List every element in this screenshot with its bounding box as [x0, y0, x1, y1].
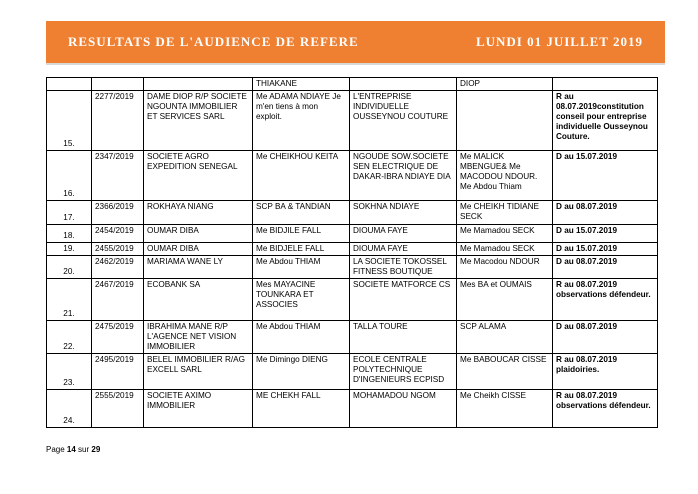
table-row — [47, 321, 658, 354]
case-number: 2277/2019 — [92, 91, 144, 151]
current-page: 14 — [66, 445, 76, 454]
footer-middle: sur — [75, 445, 92, 454]
row-number: 17. — [47, 201, 92, 225]
hearing-date: LUNDI 01 JUILLET 2019 — [475, 34, 643, 49]
plaintiff-lawyer: ME CHEKH FALL — [253, 390, 350, 428]
defendant: DIOUMA FAYE — [350, 243, 457, 256]
row-number: 23. — [47, 354, 92, 390]
page-title: RESULTATS DE L'AUDIENCE DE REFERE — [68, 34, 359, 49]
row-number: 21. — [47, 279, 92, 321]
decision: R au 08.07.2019 observations défendeur. — [553, 279, 658, 321]
defendant-lawyer: Me Mamadou SECK — [457, 243, 553, 256]
row-number: 18. — [47, 225, 92, 243]
plaintiff-lawyer: Me BIDJILE FALL — [253, 225, 350, 243]
defendant-lawyer: Me Macodou NDOUR — [457, 256, 553, 279]
cell — [47, 78, 92, 91]
header-banner — [46, 21, 665, 63]
plaintiff: OUMAR DIBA — [144, 225, 253, 243]
defendant: L'ENTREPRISE INDIVIDUELLE OUSSEYNOU COUTURE — [350, 91, 457, 151]
cell: DIOP — [457, 78, 553, 91]
plaintiff: BELEL IMMOBILIER R/AG EXCELL SARL — [144, 354, 253, 390]
row-number: 24. — [47, 390, 92, 428]
case-number: 2555/2019 — [92, 390, 144, 428]
decision: D au 15.07.2019 — [553, 151, 658, 201]
table-row — [47, 279, 658, 321]
case-number: 2475/2019 — [92, 321, 144, 354]
defendant: ECOLE CENTRALE POLYTECHNIQUE D'INGENIEURS ECPISD — [350, 354, 457, 390]
plaintiff-lawyer: Me ADAMA NDIAYE Je m'en tiens à mon exploit. — [253, 91, 350, 151]
defendant-lawyer — [457, 91, 553, 151]
table-row — [47, 243, 658, 256]
case-number: 2347/2019 — [92, 151, 144, 201]
case-number: 2454/2019 — [92, 225, 144, 243]
decision: R au 08.07.2019 plaidoiries. — [553, 354, 658, 390]
cell: THIAKANE — [253, 78, 350, 91]
decision: D au 15.07.2019 — [553, 225, 658, 243]
defendant-lawyer: Mes BA et OUMAIS — [457, 279, 553, 321]
decision: D au 08.07.2019 — [553, 321, 658, 354]
row-number: 15. — [47, 91, 92, 151]
cell — [144, 78, 253, 91]
defendant-lawyer: Me Mamadou SECK — [457, 225, 553, 243]
cell — [92, 78, 144, 91]
plaintiff-lawyer: Me Abdou THIAM — [253, 256, 350, 279]
table-row — [47, 225, 658, 243]
defendant: SOKHNA NDIAYE — [350, 201, 457, 225]
defendant-lawyer: Me Cheikh CISSE — [457, 390, 553, 428]
row-number: 20. — [47, 256, 92, 279]
defendant-lawyer: SCP ALAMA — [457, 321, 553, 354]
defendant-lawyer: Me MALICK MBENGUE& Me MACODOU NDOUR. Me Abdou Thiam — [457, 151, 553, 201]
decision: D au 08.07.2019 — [553, 256, 658, 279]
defendant: DIOUMA FAYE — [350, 225, 457, 243]
plaintiff-lawyer: Me Abdou THIAM — [253, 321, 350, 354]
case-number: 2366/2019 — [92, 201, 144, 225]
plaintiff: OUMAR DIBA — [144, 243, 253, 256]
cell — [553, 78, 658, 91]
plaintiff: ECOBANK SA — [144, 279, 253, 321]
results-table — [46, 77, 658, 428]
plaintiff: MARIAMA WANE LY — [144, 256, 253, 279]
table-row — [47, 201, 658, 225]
page-footer — [46, 445, 100, 454]
plaintiff: SOCIETE AXIMO IMMOBILIER — [144, 390, 253, 428]
plaintiff-lawyer: Me BIDJELE FALL — [253, 243, 350, 256]
table-row — [47, 91, 658, 151]
defendant: LA SOCIETE TOKOSSEL FITNESS BOUTIQUE — [350, 256, 457, 279]
defendant: TALLA TOURE — [350, 321, 457, 354]
row-number: 22. — [47, 321, 92, 354]
defendant: NGOUDE SOW.SOCIETE SEN ELECTRIQUE DE DAKAR-IBRA NDIAYE DIA — [350, 151, 457, 201]
table-row — [47, 256, 658, 279]
defendant: MOHAMADOU NGOM — [350, 390, 457, 428]
defendant: SOCIETE MATFORCE CS — [350, 279, 457, 321]
plaintiff: IBRAHIMA MANE R/P L'AGENCE NET VISION IMMOBILIER — [144, 321, 253, 354]
decision: R au 08.07.2019constitution conseil pour entreprise individuelle Ousseynou Couture. — [553, 91, 658, 151]
case-number: 2455/2019 — [92, 243, 144, 256]
plaintiff: SOCIETE AGRO EXPEDITION SENEGAL — [144, 151, 253, 201]
defendant-lawyer: Me BABOUCAR CISSE — [457, 354, 553, 390]
total-pages: 29 — [91, 445, 101, 454]
table-row — [47, 390, 658, 428]
plaintiff: ROKHAYA NIANG — [144, 201, 253, 225]
plaintiff-lawyer: Me CHEIKHOU KEITA — [253, 151, 350, 201]
footer-prefix: Page — [46, 445, 67, 454]
table-row — [47, 354, 658, 390]
case-number: 2467/2019 — [92, 279, 144, 321]
decision: R au 08.07.2019 observations défendeur. — [553, 390, 658, 428]
plaintiff-lawyer: SCP BA & TANDIAN — [253, 201, 350, 225]
plaintiff: DAME DIOP R/P SOCIETE NGOUNTA IMMOBILIER ET SERVICES SARL — [144, 91, 253, 151]
plaintiff-lawyer: Mes MAYACINE TOUNKARA ET ASSOCIES — [253, 279, 350, 321]
plaintiff-lawyer: Me Dimingo DIENG — [253, 354, 350, 390]
row-number: 16. — [47, 151, 92, 201]
table-row-continuation — [47, 78, 658, 91]
table-row — [47, 151, 658, 201]
case-number: 2495/2019 — [92, 354, 144, 390]
defendant-lawyer: Me CHEIKH TIDIANE SECK — [457, 201, 553, 225]
decision: D au 15.07.2019 — [553, 243, 658, 256]
row-number: 19. — [47, 243, 92, 256]
case-number: 2462/2019 — [92, 256, 144, 279]
decision: D au 08.07.2019 — [553, 201, 658, 225]
cell — [350, 78, 457, 91]
